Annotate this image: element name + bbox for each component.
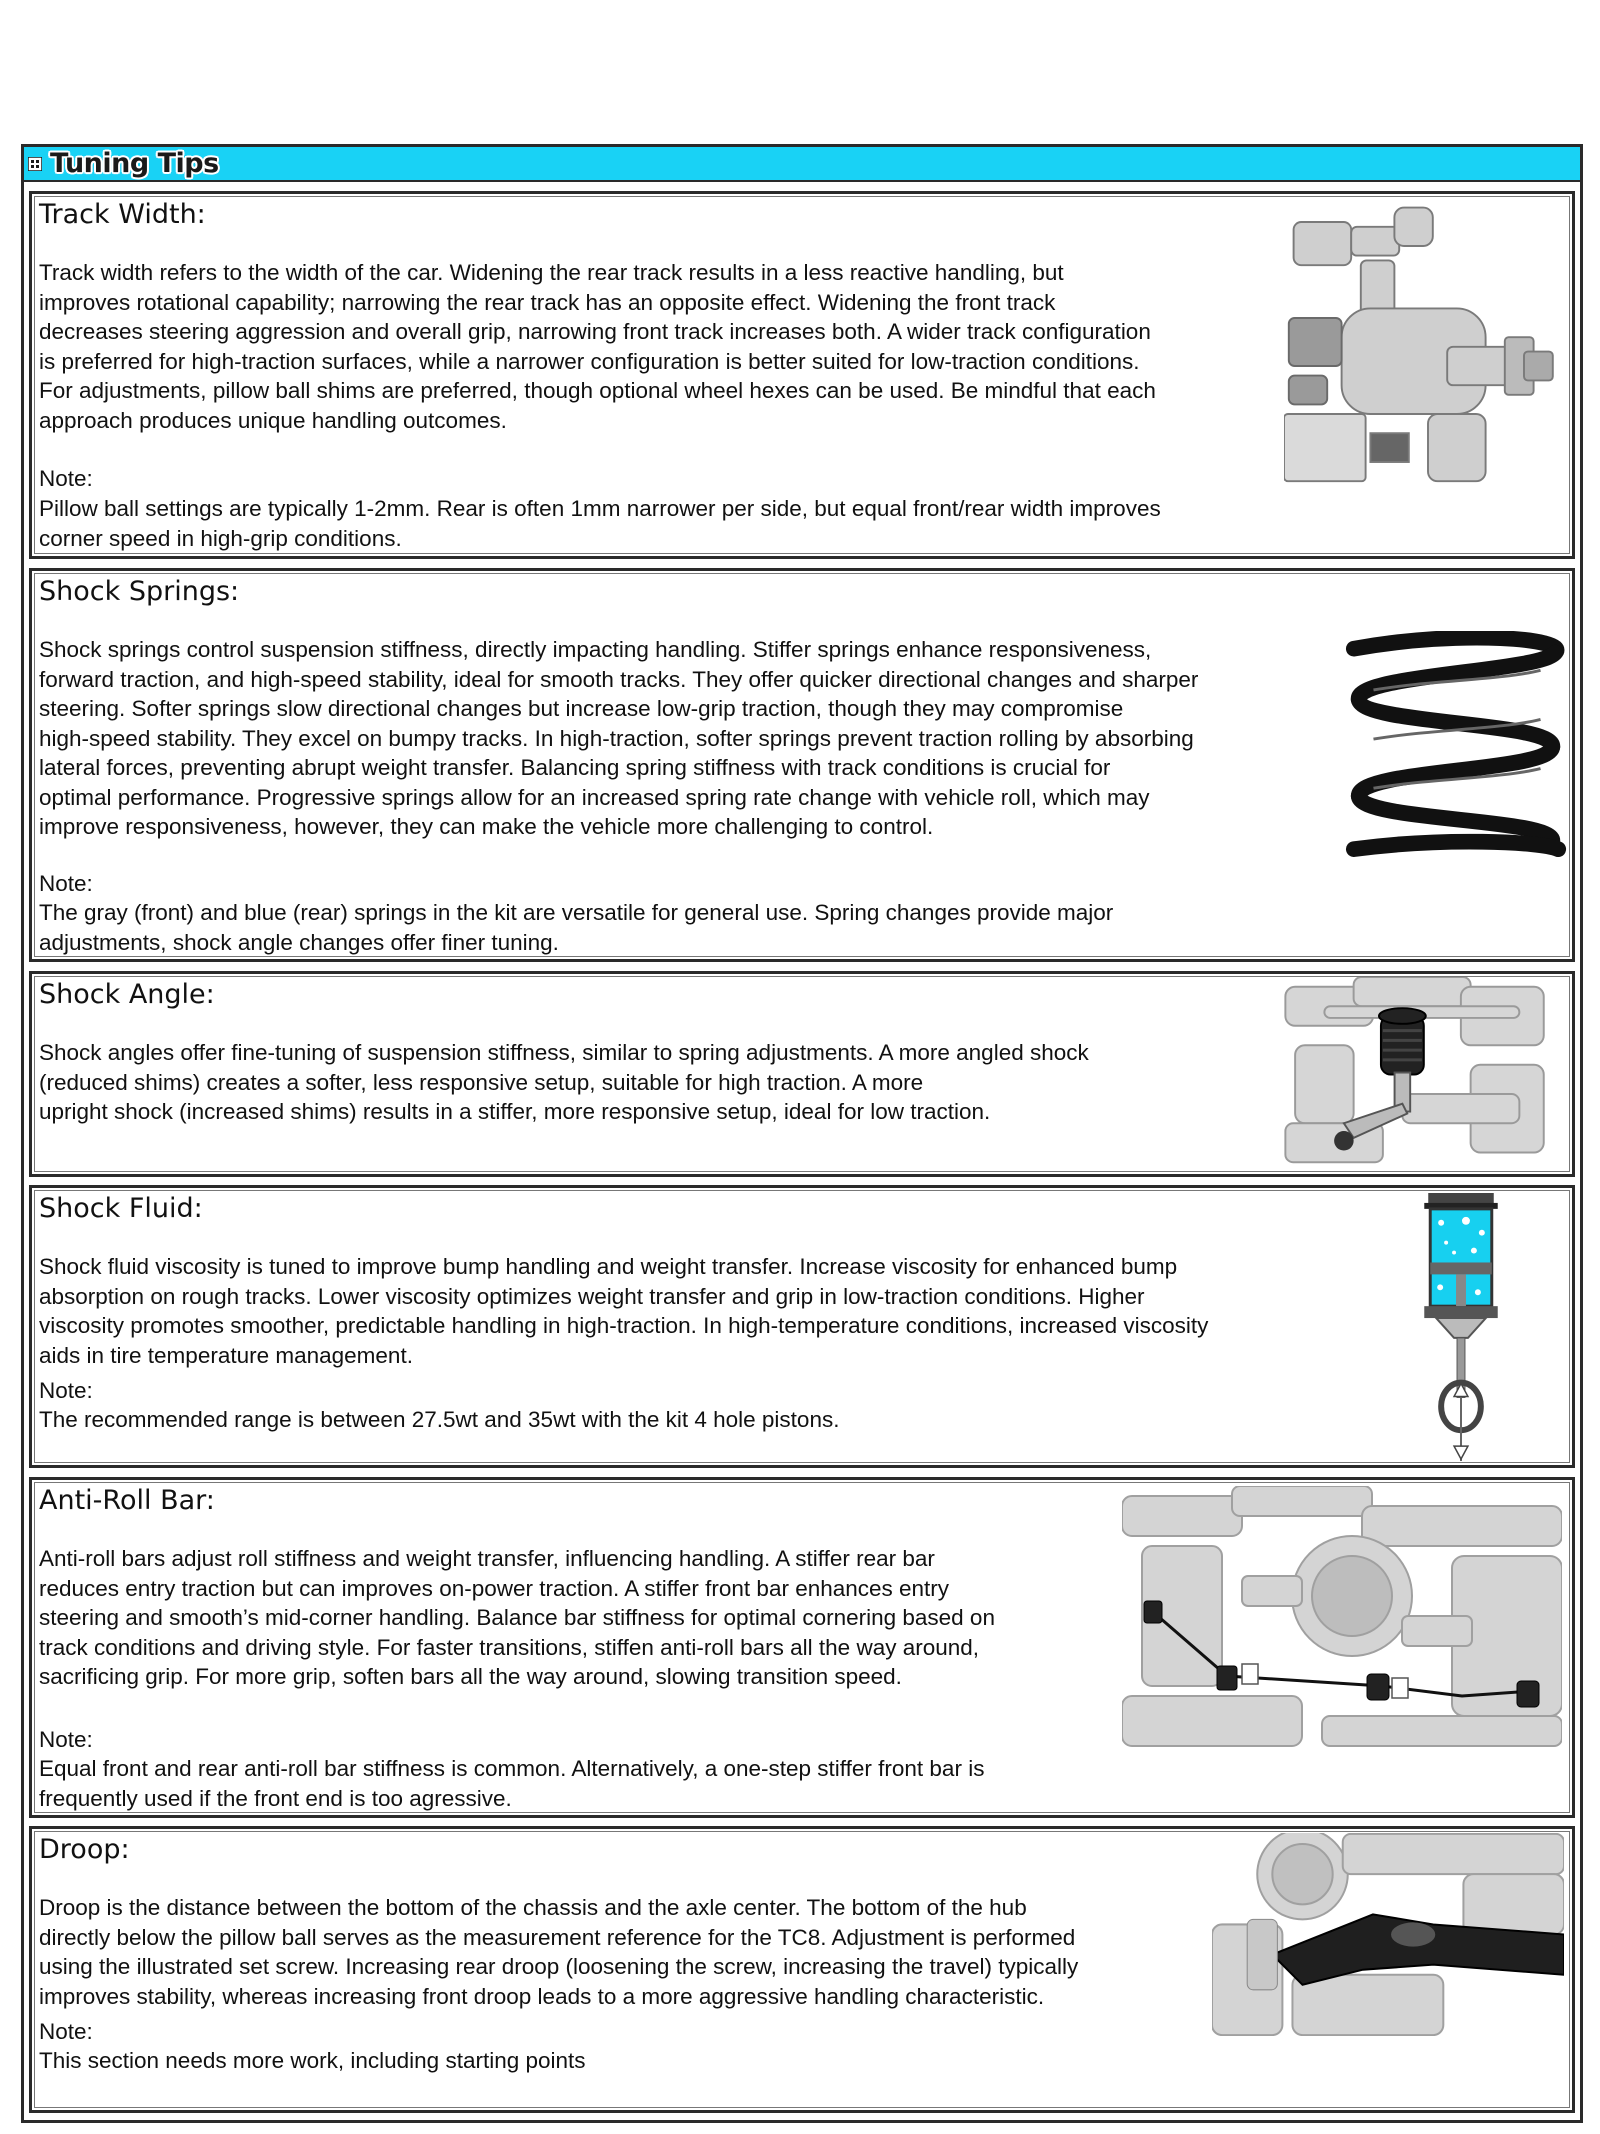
section-title: Anti-Roll Bar: <box>39 1485 215 1516</box>
section-body: Anti-roll bars adjust roll stiffness and weight transfer, influencing handling. A stiffer rear bar reduces entry traction but can improves on-power traction. A stiffer front bar enhances entry steering and smooth’s mid-corner handling. Balance bar stiffness for optimal cornering based on track conditions and driving style. For faster transitions, stiffen anti-roll bars all the way around, sacrificing grip. For more grip, soften bars all the way around, slowing transition speed. <box>39 1546 995 1689</box>
note-text: Pillow ball settings are typically 1-2mm. Rear is often 1mm narrower per side, but equal front/rear width improves corner speed in high-grip conditions. <box>39 496 1161 551</box>
section-title: Shock Angle: <box>39 979 215 1010</box>
section-anti-roll-bar <box>29 1477 1575 1818</box>
note-text: Equal front and rear anti-roll bar stiffness is common. Alternatively, a one-step stiffer front bar is frequently used if the front end is too agressive. <box>39 1756 985 1811</box>
shock-cutaway-illustration <box>1416 1193 1506 1461</box>
note-text: The gray (front) and blue (rear) springs in the kit are versatile for general use. Spring changes provide major adjustments, shock angle changes offer finer tuning. <box>39 900 1114 955</box>
note-label: Note: <box>39 1727 93 1752</box>
shock-mount-illustration <box>1282 977 1552 1172</box>
page-title: Tuning Tips <box>50 148 219 179</box>
section-title: Shock Springs: <box>39 576 240 607</box>
section-title: Track Width: <box>39 199 206 230</box>
note-label: Note: <box>39 1378 93 1403</box>
section-shock-fluid <box>29 1185 1575 1468</box>
coil-spring-illustration <box>1344 631 1570 857</box>
section-shock-springs <box>29 568 1575 962</box>
section-body: Track width refers to the width of the car. Widening the rear track results in a less reactive handling, but improves rotational capability; narrowing the rear track has an opposite effect. Widening the front track decreases steering aggression and overall grip, narrowing front track increases both. A wider track configuration is preferred for high-traction surfaces, while a narrower configuration is better suited for low-traction conditions. For adjustments, pillow ball shims are preferred, though optional wheel hexes can be used. Be mindful that each approach produces unique handling outcomes. <box>39 260 1156 433</box>
anti-roll-bar-illustration <box>1122 1486 1562 1756</box>
note-label: Note: <box>39 466 93 491</box>
section-droop <box>29 1826 1575 2113</box>
tuning-tips-banner <box>24 147 1580 182</box>
section-title: Droop: <box>39 1834 130 1865</box>
note-text: The recommended range is between 27.5wt and 35wt with the kit 4 hole pistons. <box>39 1407 840 1432</box>
hub-carrier-illustration <box>1284 198 1572 486</box>
section-body: Shock fluid viscosity is tuned to improve bump handling and weight transfer. Increase viscosity for enhanced bump absorption on rough tracks. Lower viscosity optimizes weight transfer and grip in low-traction conditions. Higher viscosity promotes smoother, predictable handling in high-traction. In high-temperature conditions, increased viscosity aids in tire temperature management. <box>39 1254 1209 1368</box>
grid-icon <box>28 157 42 171</box>
section-title: Shock Fluid: <box>39 1193 203 1224</box>
section-shock-angle <box>29 971 1575 1177</box>
note-label: Note: <box>39 871 93 896</box>
droop-screw-illustration <box>1212 1833 1564 2036</box>
note-text: This section needs more work, including starting points <box>39 2048 586 2073</box>
section-body: Shock springs control suspension stiffness, directly impacting handling. Stiffer springs enhance responsiveness, forward traction, and high-speed stability, ideal for smooth tracks. They offer quicker directional changes and sharper steering. Softer springs slow directional changes but increase low-grip traction, though they may compromise high-speed stability. They excel on bumpy tracks. In high-traction, softer springs prevent traction rolling by absorbing lateral forces, preventing abrupt weight transfer. Balancing spring stiffness with track conditions is crucial for optimal performance. Progressive springs allow for an increased spring rate change with vehicle roll, which may improve responsiveness, however, they can make the vehicle more challenging to control. <box>39 637 1199 839</box>
section-track-width <box>29 191 1575 559</box>
note-label: Note: <box>39 2019 93 2044</box>
section-body: Shock angles offer fine-tuning of suspension stiffness, similar to spring adjustments. A more angled shock (reduced shims) creates a softer, less responsive setup, suitable for high traction. A more upright shock (increased shims) results in a stiffer, more responsive setup, ideal for low traction. <box>39 1040 1089 1124</box>
section-body: Droop is the distance between the bottom of the chassis and the axle center. The bottom of the hub directly below the pillow ball serves as the measurement reference for the TC8. Adjustment is performed using the illustrated set screw. Increasing rear droop (loosening the screw, increasing the travel) typically improves stability, whereas increasing front droop leads to a more aggressive handling characteristic. <box>39 1895 1079 2009</box>
